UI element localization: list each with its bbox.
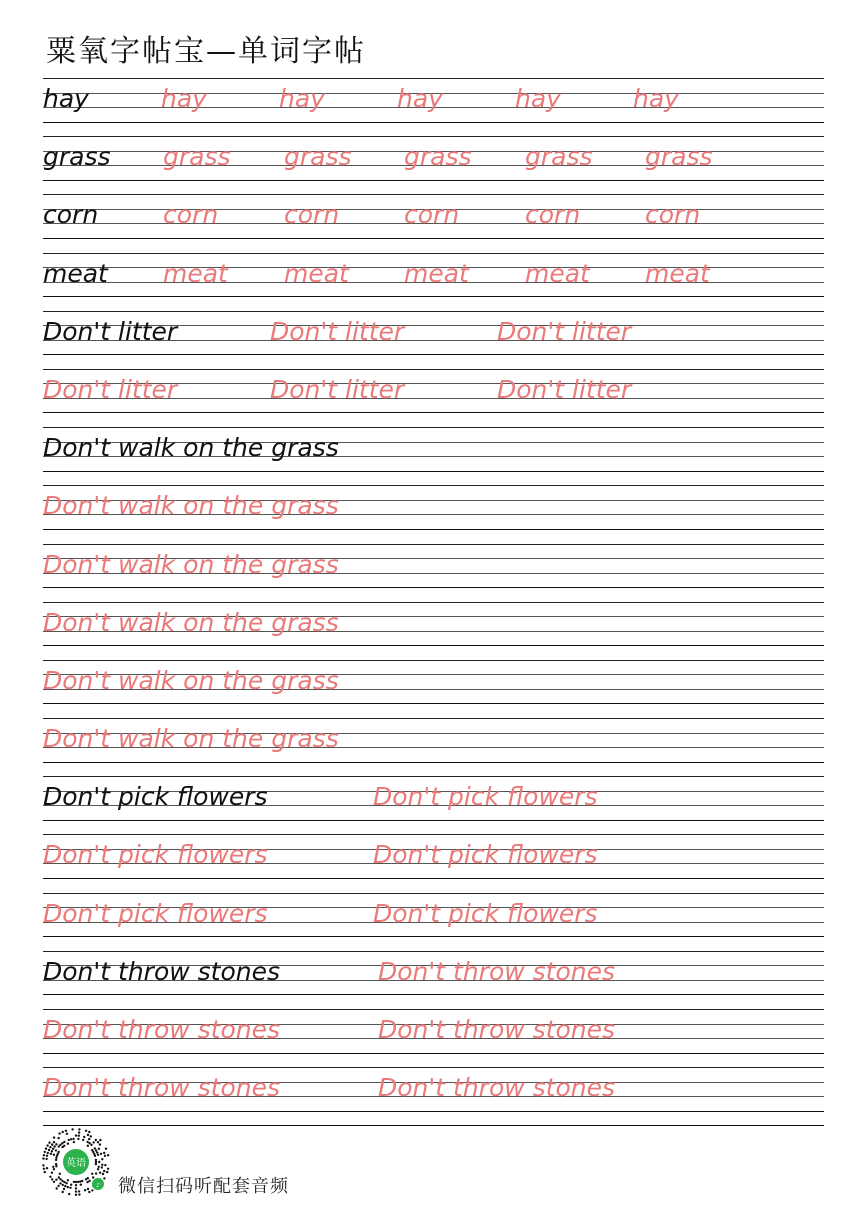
qr-dot — [95, 1139, 97, 1141]
qr-dot — [95, 1163, 97, 1165]
practice-row — [43, 602, 824, 660]
qr-dot — [71, 1128, 73, 1130]
qr-dot — [42, 1157, 44, 1159]
qr-dot — [73, 1181, 75, 1183]
tracing-word: Don't walk on the grass — [43, 724, 339, 754]
qr-dot — [58, 1176, 60, 1178]
tracing-word: meat — [284, 258, 349, 288]
tracing-word: Don't pick flowers — [373, 898, 598, 928]
guide-line — [43, 412, 824, 413]
guide-line — [43, 1111, 824, 1112]
tracing-word: corn — [645, 200, 701, 230]
qr-dot — [97, 1141, 99, 1143]
practice-row — [43, 893, 824, 951]
qr-dot — [53, 1154, 55, 1156]
tracing-word: Don't throw stones — [378, 1073, 615, 1103]
qr-dot — [58, 1132, 60, 1134]
qr-dot — [104, 1164, 106, 1166]
qr-dot — [43, 1154, 45, 1156]
qr-dot — [56, 1187, 58, 1189]
qr-dot — [46, 1167, 48, 1169]
qr-dot — [58, 1151, 60, 1153]
qr-dot — [67, 1179, 69, 1181]
audio-footer — [40, 1126, 440, 1201]
qr-dot — [90, 1144, 92, 1146]
qr-dot — [51, 1172, 53, 1174]
qr-dot — [88, 1180, 90, 1182]
tracing-word: Don't pick flowers — [43, 840, 268, 870]
qr-dot — [45, 1148, 47, 1150]
tracing-word: corn — [284, 200, 340, 230]
qr-dot — [59, 1182, 61, 1184]
qr-dot — [78, 1135, 80, 1137]
qr-dot — [57, 1137, 59, 1139]
qr-dot — [63, 1145, 65, 1147]
qr-dot — [78, 1128, 80, 1130]
guide-line — [43, 718, 824, 719]
qr-dot — [78, 1190, 80, 1192]
qr-dot — [84, 1189, 86, 1191]
practice-row — [43, 1009, 824, 1067]
tracing-word: Don't litter — [270, 316, 405, 346]
qr-dot — [65, 1182, 67, 1184]
footer-note: 微信扫码听配套音频 — [118, 1176, 289, 1197]
tracing-word: grass — [525, 142, 593, 172]
qr-dot — [59, 1178, 61, 1180]
guide-line — [43, 427, 824, 428]
guide-line — [43, 238, 824, 239]
model-word: Don't walk on the grass — [43, 433, 339, 463]
qr-dot — [77, 1181, 79, 1183]
qr-dot — [55, 1179, 57, 1181]
qr-dot — [85, 1178, 87, 1180]
practice-row — [43, 194, 824, 252]
model-word: meat — [43, 258, 108, 288]
qr-dot — [97, 1154, 99, 1156]
qr-dot — [75, 1190, 77, 1192]
guide-line — [43, 703, 824, 704]
qr-dot — [55, 1143, 57, 1145]
model-word: Don't pick flowers — [43, 782, 268, 812]
qr-dot — [51, 1143, 53, 1145]
qr-dot — [67, 1143, 69, 1145]
tracing-word: Don't litter — [43, 374, 178, 404]
guide-line — [43, 485, 824, 486]
model-word: corn — [43, 200, 99, 230]
qr-dot — [45, 1158, 47, 1160]
qr-dot — [62, 1131, 64, 1133]
qr-dot — [53, 1141, 55, 1143]
qr-dot — [75, 1181, 77, 1183]
qr-dot — [95, 1172, 97, 1174]
tracing-word: grass — [645, 142, 713, 172]
qr-dot — [52, 1166, 54, 1168]
guide-line — [43, 253, 824, 254]
tracing-word: Don't throw stones — [378, 1015, 615, 1044]
qr-dot — [55, 1165, 57, 1167]
model-word: hay — [43, 84, 89, 113]
qr-dot — [44, 1171, 46, 1173]
tracing-word: corn — [404, 200, 460, 230]
qr-dot — [82, 1139, 84, 1141]
qr-dot — [92, 1176, 94, 1178]
qr-dot — [68, 1193, 70, 1195]
qr-dot — [64, 1185, 66, 1187]
guide-line — [43, 1067, 824, 1068]
guide-line — [43, 122, 824, 123]
qr-dot — [87, 1145, 89, 1147]
qr-dot — [98, 1166, 100, 1168]
qr-dot — [93, 1141, 95, 1143]
guide-line — [43, 762, 824, 763]
qr-dot — [103, 1170, 105, 1172]
qr-dot — [97, 1168, 99, 1170]
qr-dot — [103, 1177, 105, 1179]
guide-line — [43, 645, 824, 646]
qr-dot — [59, 1144, 61, 1146]
qr-dot — [62, 1184, 64, 1186]
tracing-word: hay — [515, 84, 561, 113]
practice-row — [43, 834, 824, 892]
guide-line — [43, 660, 824, 661]
qr-dot — [98, 1161, 100, 1163]
qr-dot — [95, 1161, 97, 1163]
tracing-word: Don't throw stones — [43, 1015, 280, 1044]
guide-line — [43, 311, 824, 312]
qr-dot — [55, 1163, 57, 1165]
tracing-word: Don't throw stones — [43, 1073, 280, 1103]
practice-row — [43, 311, 824, 369]
guide-line — [43, 369, 824, 370]
guide-line — [43, 587, 824, 588]
guide-line — [43, 951, 824, 952]
qr-dot — [101, 1158, 103, 1160]
tracing-word: meat — [525, 258, 590, 288]
qr-dot — [90, 1135, 92, 1137]
qr-dot — [77, 1138, 79, 1140]
guide-line — [43, 180, 824, 181]
qr-dot — [104, 1155, 106, 1157]
qr-dot — [59, 1173, 61, 1175]
qr-dot — [83, 1136, 85, 1138]
tracing-word: hay — [397, 84, 443, 113]
qr-dot — [48, 1142, 50, 1144]
qr-dot — [68, 1139, 70, 1141]
qr-dot — [69, 1187, 71, 1189]
practice-row — [43, 485, 824, 543]
qr-dot — [107, 1154, 109, 1156]
qr-dot — [101, 1166, 103, 1168]
tracing-word: Don't litter — [497, 374, 632, 404]
tracing-word: corn — [525, 200, 581, 230]
qr-dot — [49, 1176, 51, 1178]
tracing-word: hay — [633, 84, 679, 113]
qr-dot — [49, 1146, 51, 1148]
qr-dot — [46, 1155, 48, 1157]
qr-dot — [63, 1141, 65, 1143]
qr-dot — [67, 1186, 69, 1188]
qr-dot — [61, 1142, 63, 1144]
page-title: 粟氧字帖宝—单词字帖 — [46, 34, 366, 69]
qr-corner-mark-icon: ♪ — [96, 1182, 100, 1189]
qr-dot — [99, 1172, 101, 1174]
tracing-word: Don't walk on the grass — [43, 491, 339, 521]
guide-line — [43, 834, 824, 835]
qr-badge-label: 英语 — [66, 1158, 86, 1169]
guide-line — [43, 602, 824, 603]
tracing-word: meat — [404, 258, 469, 288]
qr-dot — [91, 1173, 93, 1175]
practice-row — [43, 776, 824, 834]
tracing-word: grass — [163, 142, 231, 172]
qr-dot — [106, 1171, 108, 1173]
guide-line — [43, 78, 824, 79]
practice-row — [43, 951, 824, 1009]
qr-dot — [95, 1159, 97, 1161]
qr-dot — [53, 1136, 55, 1138]
model-word: grass — [43, 142, 111, 172]
tracing-word: Don't pick flowers — [373, 840, 598, 870]
qr-dot — [80, 1184, 82, 1186]
qr-dot — [85, 1130, 87, 1132]
qr-dot — [105, 1148, 107, 1150]
qr-dot — [94, 1147, 96, 1149]
guide-line — [43, 529, 824, 530]
model-word: Don't litter — [43, 316, 178, 346]
qr-dot — [86, 1141, 88, 1143]
qr-dot — [62, 1191, 64, 1193]
qr-dot — [99, 1139, 101, 1141]
qr-dot — [57, 1185, 59, 1187]
guide-line — [43, 1053, 824, 1054]
qr-dot — [61, 1180, 63, 1182]
qr-dot — [47, 1152, 49, 1154]
tracing-word: Don't pick flowers — [43, 898, 268, 928]
qr-dot — [43, 1168, 45, 1170]
guide-line — [43, 544, 824, 545]
qr-dot — [94, 1155, 96, 1157]
qr-dot — [95, 1149, 97, 1151]
qr-dot — [91, 1189, 93, 1191]
guide-line — [43, 194, 824, 195]
guide-line — [43, 878, 824, 879]
qr-dot — [102, 1173, 104, 1175]
qr-dot — [58, 1145, 60, 1147]
practice-row — [43, 427, 824, 485]
qr-dot — [51, 1150, 53, 1152]
guide-line — [43, 936, 824, 937]
qr-dot — [75, 1184, 77, 1186]
tracing-word: corn — [163, 200, 219, 230]
qr-dot — [72, 1138, 74, 1140]
qr-dot — [53, 1168, 55, 1170]
qr-dot — [88, 1142, 90, 1144]
tracing-word: Don't litter — [270, 374, 405, 404]
guide-line — [43, 296, 824, 297]
tracing-word: grass — [284, 142, 352, 172]
guide-line — [43, 136, 824, 137]
qr-dot — [48, 1149, 50, 1151]
qr-dot — [88, 1191, 90, 1193]
practice-row — [43, 1067, 824, 1125]
qr-dot — [46, 1144, 48, 1146]
qr-dot — [107, 1168, 109, 1170]
qr-dot — [52, 1148, 54, 1150]
tracing-word: grass — [404, 142, 472, 172]
qr-dot — [53, 1181, 55, 1183]
practice-row — [43, 78, 824, 136]
tracing-word: Don't walk on the grass — [43, 607, 339, 637]
qr-code-icon[interactable] — [40, 1126, 112, 1198]
qr-dot — [63, 1188, 65, 1190]
guide-line — [43, 776, 824, 777]
qr-dot — [78, 1193, 80, 1195]
qr-dot — [103, 1152, 105, 1154]
practice-row — [43, 544, 824, 602]
tracing-word: hay — [279, 84, 325, 113]
qr-dot — [42, 1164, 44, 1166]
tracing-word: hay — [161, 84, 207, 113]
qr-dot — [96, 1151, 98, 1153]
qr-dot — [63, 1181, 65, 1183]
qr-dot — [101, 1164, 103, 1166]
qr-dot — [87, 1188, 89, 1190]
qr-dot — [75, 1134, 77, 1136]
qr-dot — [66, 1133, 68, 1135]
qr-dot — [44, 1151, 46, 1153]
qr-dot — [100, 1153, 102, 1155]
qr-dot — [70, 1184, 72, 1186]
tracing-word: Don't walk on the grass — [43, 549, 339, 579]
practice-sheet — [43, 78, 824, 1126]
qr-dot — [88, 1131, 90, 1133]
tracing-word: Don't pick flowers — [373, 782, 598, 812]
tracing-word: meat — [645, 258, 710, 288]
qr-dot — [55, 1149, 57, 1151]
practice-row — [43, 136, 824, 194]
qr-dot — [65, 1130, 67, 1132]
tracing-word: Don't litter — [497, 316, 632, 346]
qr-dot — [99, 1143, 101, 1145]
qr-dot — [55, 1159, 57, 1161]
guide-line — [43, 994, 824, 995]
tracing-word: meat — [163, 258, 228, 288]
tracing-word: Don't walk on the grass — [43, 665, 339, 695]
qr-dot — [98, 1148, 100, 1150]
qr-dot — [87, 1134, 89, 1136]
guide-line — [43, 820, 824, 821]
practice-row — [43, 253, 824, 311]
qr-dot — [70, 1138, 72, 1140]
guide-line — [43, 354, 824, 355]
model-word: Don't throw stones — [43, 956, 280, 986]
tracing-word: Don't throw stones — [378, 956, 615, 986]
qr-dot — [73, 1141, 75, 1143]
practice-row — [43, 718, 824, 776]
guide-line — [43, 893, 824, 894]
qr-dot — [50, 1153, 52, 1155]
qr-dot — [78, 1131, 80, 1133]
practice-row — [43, 660, 824, 718]
qr-dot — [75, 1187, 77, 1189]
guide-line — [43, 1009, 824, 1010]
practice-row — [43, 369, 824, 427]
qr-dot — [86, 1181, 88, 1183]
qr-dot — [53, 1145, 55, 1147]
guide-line — [43, 471, 824, 472]
qr-dot — [51, 1178, 53, 1180]
qr-dot — [75, 1194, 77, 1196]
qr-dot — [79, 1180, 81, 1182]
qr-dot — [88, 1138, 90, 1140]
